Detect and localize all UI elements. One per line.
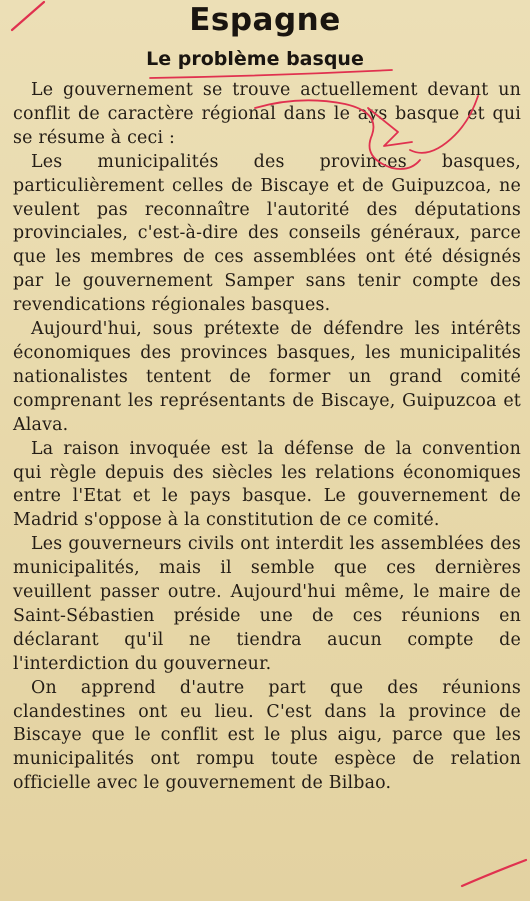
article-subheadline: Le problème basque [146,48,364,70]
pen-stroke-bottomright [462,860,526,886]
article-paragraph: Le gouvernement se trouve actuellement devant un conflit de caractère régional dans le ays basque et qui se résume à ceci : [13,80,521,148]
article-body [13,79,521,796]
article-paragraph: La raison invoquée est la défense de la convention qui règle depuis des siècles les relations économiques entre l'Etat et le pays basque. Le gouvernement de Madrid s'oppose à la constitution de ce comité. [13,438,521,531]
article-paragraph: Aujourd'hui, sous prétexte de défendre les intérêts économiques des provinces basques, les municipalités nationalistes tentent de former un grand comité comprenant les représentants de Biscaye, Guipuzcoa et Alava. [13,319,521,435]
article-headline: Espagne [189,2,341,38]
article-paragraph: Les gouverneurs civils ont interdit les assemblées des municipalités, mais il semble que ces dernières veuillent passer outre. Aujourd'hui même, le maire de Saint-Sébastien préside une de ces réunions en déclarant qu'il ne tiendra aucun compte de l'interdiction du gouverneur. [13,534,521,674]
article-paragraph: On apprend d'autre part que des réunions clandestines ont eu lieu. C'est dans la province de Biscaye que le conflit est le plus aigu, parce que les municipalités ont rompu toute espèce de relation officielle avec le gouvernement de Bilbao. [13,677,521,794]
article-paragraph: Les municipalités des provinces basques, particulièrement celles de Biscaye et de Guipuzcoa, ne veulent pas reconnaître l'autorité des députations provinciales, c'est-à-dire des conseils généraux, parce que les membres de ces assemblées ont été désignés par le gouvernement Samper sans tenir compte des revendications régionales basques. [13,151,521,316]
